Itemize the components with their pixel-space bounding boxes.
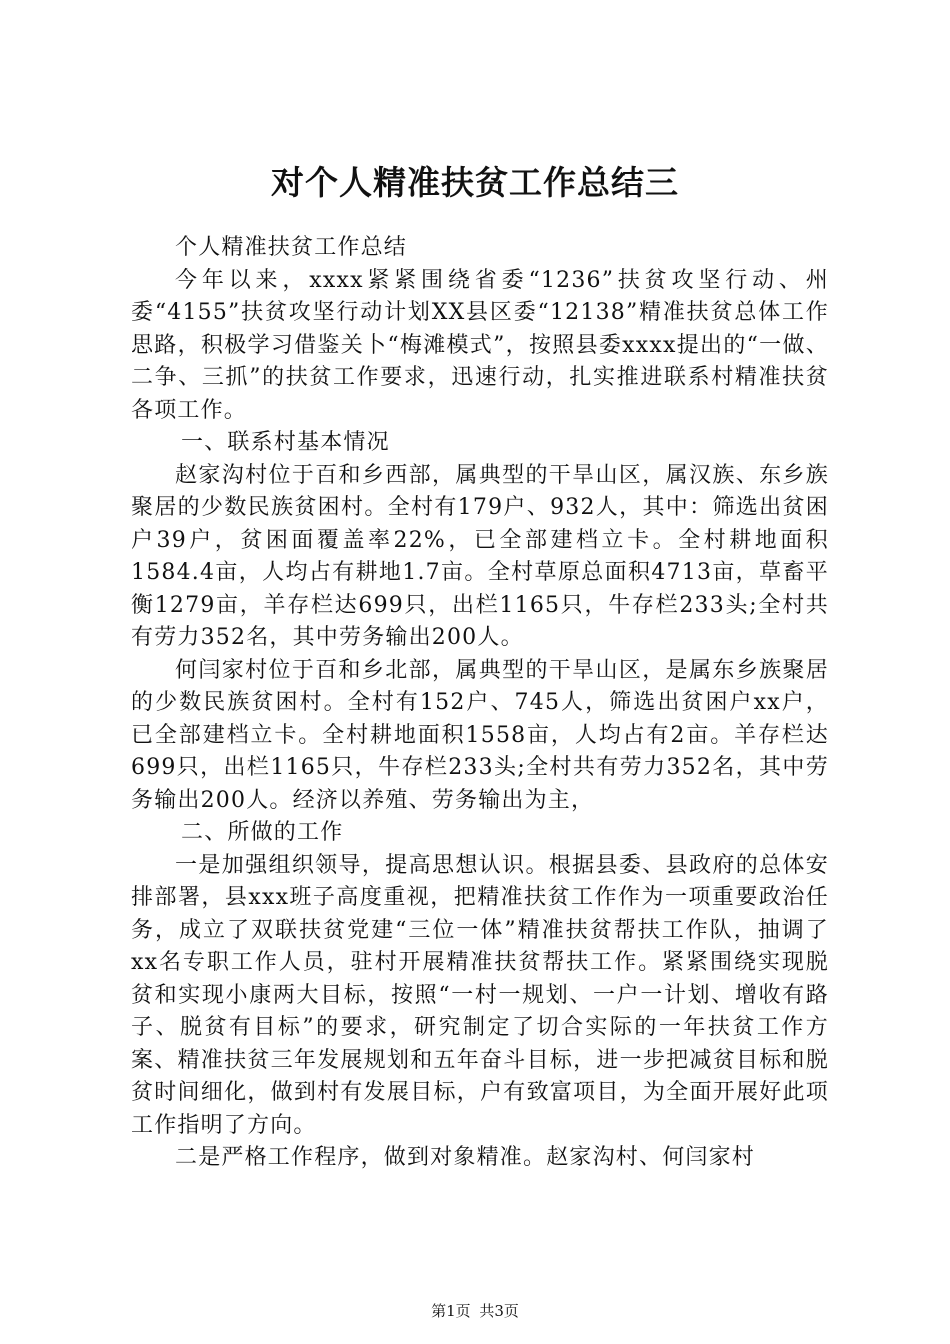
village-zhaojiagou-paragraph: 赵家沟村位于百和乡西部，属典型的干旱山区，属汉族、东乡族聚居的少数民族贫困村。全村有179户、932人，其中：筛选出贫困户39户，贫困面覆盖率22%，已全部建档立卡。全村耕地面积1584.4亩，人均占有耕地1.7亩。全村草原总面积4713亩，草畜平衡1279亩，羊存栏达699只，出栏1165只，牛存栏233头;全村共有劳力352名，其中劳务输出200人。 xyxy=(131,462,829,650)
work-item-2-paragraph: 二是严格工作程序，做到对象精准。赵家沟村、何闫家村 xyxy=(175,1145,756,1170)
subtitle-paragraph: 个人精准扶贫工作总结 xyxy=(175,235,408,260)
section-heading-basic-info: 一、联系村基本情况 xyxy=(181,430,390,455)
village-heyanjia-paragraph: 何闫家村位于百和乡北部，属典型的干旱山区，是属东乡族聚居的少数民族贫困村。全村有152户、745人，筛选出贫困户xx户，已全部建档立卡。全村耕地面积1558亩，人均占有2亩。羊存栏达699只，出栏1165只，牛存栏233头;全村共有劳力352名，其中劳务输出200人。经济以养殖、劳务输出为主， xyxy=(131,657,829,813)
intro-paragraph: 今年以来，xxxx紧紧围绕省委“1236”扶贫攻坚行动、州委“4155”扶贫攻坚行动计划XX县区委“12138”精准扶贫总体工作思路，积极学习借鉴关卜“梅滩模式”，按照县委xxxx提出的“一做、二争、三抓”的扶贫工作要求，迅速行动，扎实推进联系村精准扶贫各项工作。 xyxy=(131,267,829,423)
work-item-1-paragraph: 一是加强组织领导，提高思想认识。根据县委、县政府的总体安排部署，县xxx班子高度重视，把精准扶贫工作作为一项重要政治任务，成立了双联扶贫党建“三位一体”精准扶贫帮扶工作队，抽调了xx名专职工作人员，驻村开展精准扶贫帮扶工作。紧紧围绕实现脱贫和实现小康两大目标，按照“一村一规划、一户一计划、增收有路子、脱贫有目标”的要求，研究制定了切合实际的一年扶贫工作方案、精准扶贫三年发展规划和五年奋斗目标，进一步把减贫目标和脱贫时间细化，做到村有发展目标，户有致富项目，为全面开展好此项工作指明了方向。 xyxy=(131,852,829,1138)
document-title: 对个人精准扶贫工作总结三 xyxy=(271,163,679,202)
page-footer xyxy=(0,1301,950,1321)
page-total: 共3页 xyxy=(479,1302,519,1320)
section-heading-work-done: 二、所做的工作 xyxy=(181,820,344,845)
document-body xyxy=(131,232,829,1175)
page-number: 第1页 xyxy=(431,1302,471,1320)
